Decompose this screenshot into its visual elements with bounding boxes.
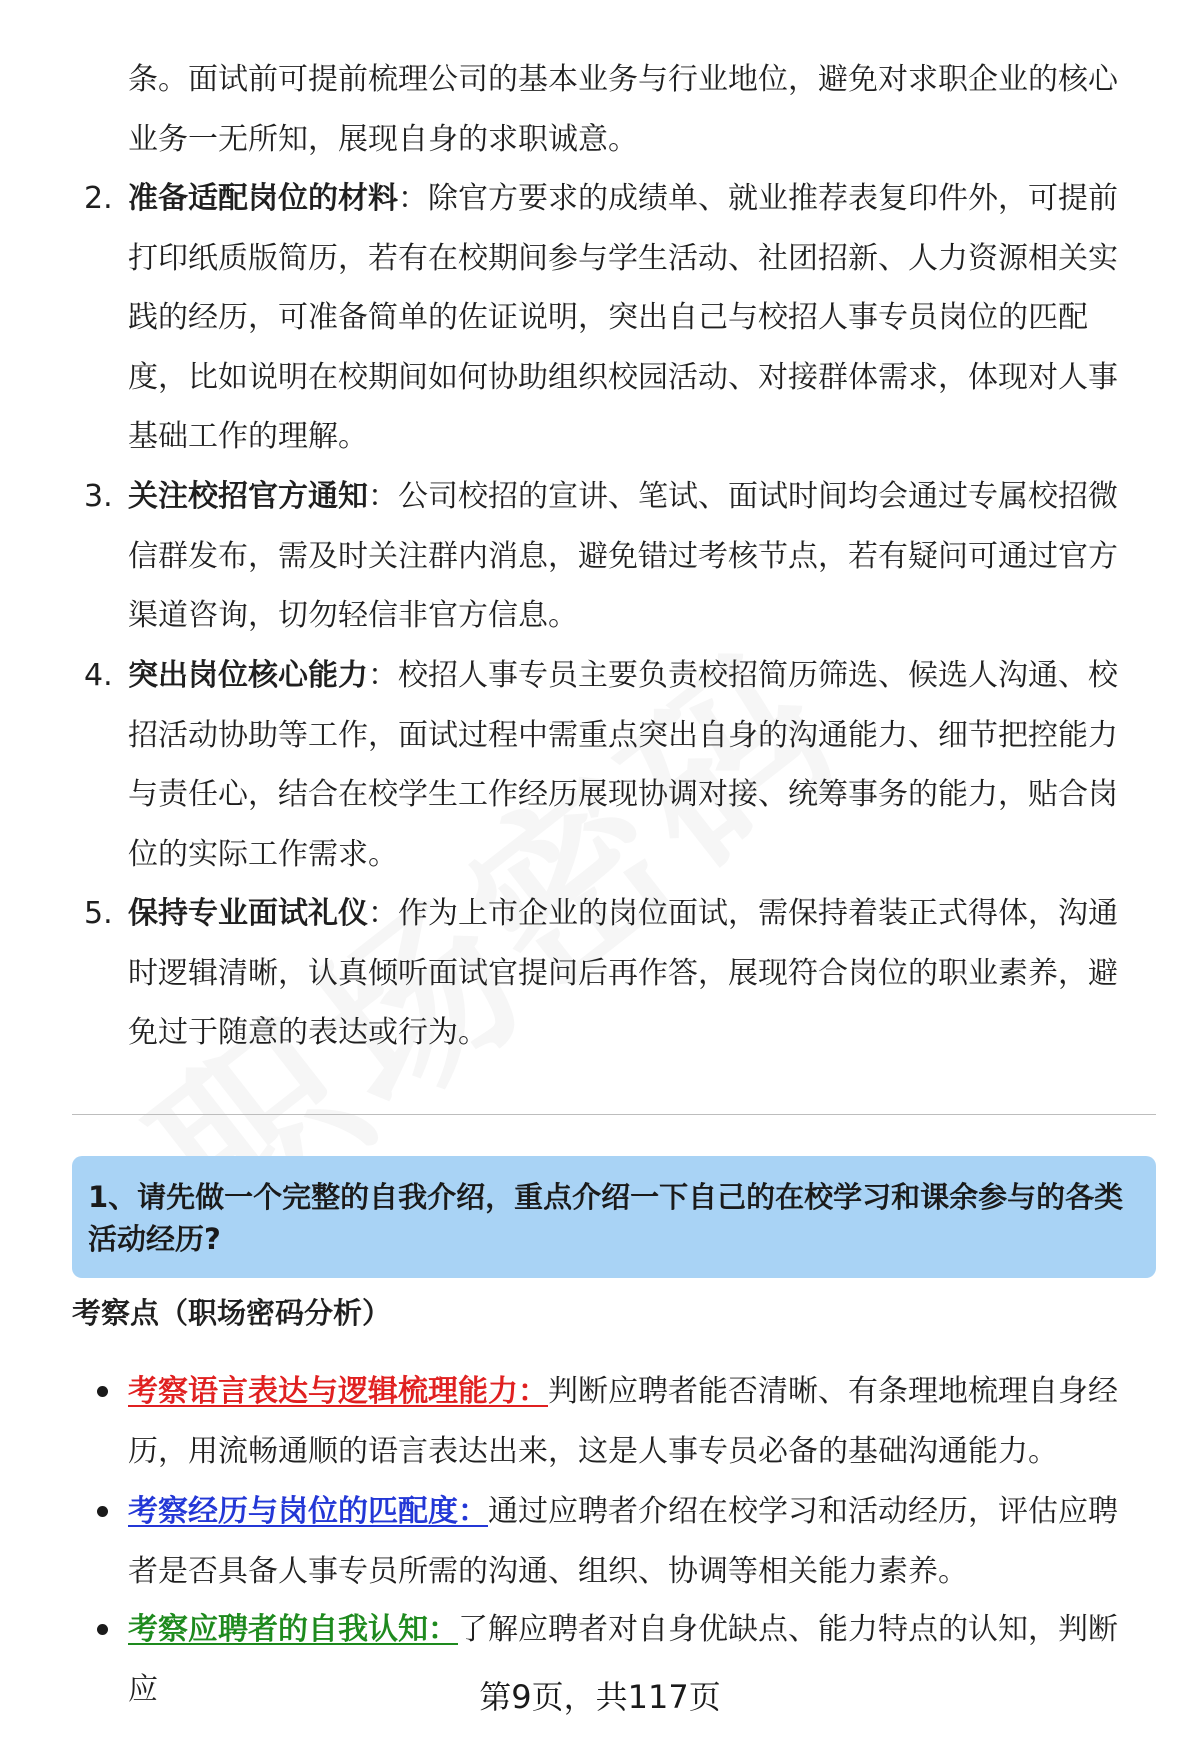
tip-text: ：除官方要求的成绩单、就业推荐表复印件外，可提前打印纸质版简历，若有在校期间参与学生活动、社团招新、人力资源相关实践的经历，可准备简单的佐证说明，突出自己与校招人事专员岗位的匹配度，比如说明在校期间如何协助组织校园活动、对接群体需求，体现对人事基础工作的理解。 <box>128 181 1118 455</box>
section-divider <box>72 1114 1156 1115</box>
point-body <box>128 1482 1144 1601</box>
tip-body <box>128 467 1144 646</box>
question-text: 1、请先做一个完整的自我介绍，重点介绍一下自己的在校学习和课余参与的各类活动经历? <box>88 1180 1124 1256</box>
tip-body <box>128 169 1144 467</box>
tip-number: 3. <box>84 479 113 514</box>
tip-body <box>128 646 1144 884</box>
intro-paragraph: 条。面试前可提前梳理公司的基本业务与行业地位，避免对求职企业的核心业务一无所知，展现自身的求职诚意。 <box>128 62 1118 157</box>
tip-title: 保持专业面试礼仪 <box>128 896 368 931</box>
tip-text: ：作为上市企业的岗位面试，需保持着装正式得体，沟通时逻辑清晰，认真倾听面试官提问后再作答，展现符合岗位的职业素养，避免过于随意的表达或行为。 <box>128 896 1118 1051</box>
tip-number: 4. <box>84 658 113 693</box>
tip-number: 5. <box>84 896 113 931</box>
point-text: 判断应聘者能否清晰、有条理地梳理自身经历，用流畅通顺的语言表达出来，这是人事专员必备的基础沟通能力。 <box>128 1374 1118 1469</box>
section-title: 考察点（职场密码分析） <box>72 1296 392 1330</box>
page-number-footer: 第9页，共117页 <box>479 1678 721 1716</box>
point-label: 考察应聘者的自我认知： <box>128 1612 458 1647</box>
tip-text: ：校招人事专员主要负责校招简历筛选、候选人沟通、校招活动协助等工作，面试过程中需重点突出自身的沟通能力、细节把控能力与责任心，结合在校学生工作经历展现协调对接、统筹事务的能力，贴合岗位的实际工作需求。 <box>128 658 1118 872</box>
tip-number: 2. <box>84 181 113 216</box>
bullet-dot <box>97 1506 108 1517</box>
point-body <box>128 1362 1144 1481</box>
tip-title: 准备适配岗位的材料 <box>128 181 398 216</box>
question-box <box>72 1156 1156 1278</box>
tip-text: ：公司校招的宣讲、笔试、面试时间均会通过专属校招微信群发布，需及时关注群内消息，避免错过考核节点，若有疑问可通过官方渠道咨询，切勿轻信非官方信息。 <box>128 479 1118 634</box>
bullet-dot <box>97 1386 108 1397</box>
bullet-dot <box>97 1624 108 1635</box>
point-text: 通过应聘者介绍在校学习和活动经历，评估应聘者是否具备人事专员所需的沟通、组织、协调等相关能力素养。 <box>128 1494 1118 1589</box>
tip-title: 关注校招官方通知 <box>128 479 368 514</box>
point-label: 考察语言表达与逻辑梳理能力： <box>128 1374 548 1409</box>
tip-body <box>128 884 1144 1063</box>
tip-title: 突出岗位核心能力 <box>128 658 368 693</box>
point-text: 了解应聘者对自身优缺点、能力特点的认知，判断应 <box>128 1612 1118 1707</box>
point-label: 考察经历与岗位的匹配度： <box>128 1494 488 1529</box>
